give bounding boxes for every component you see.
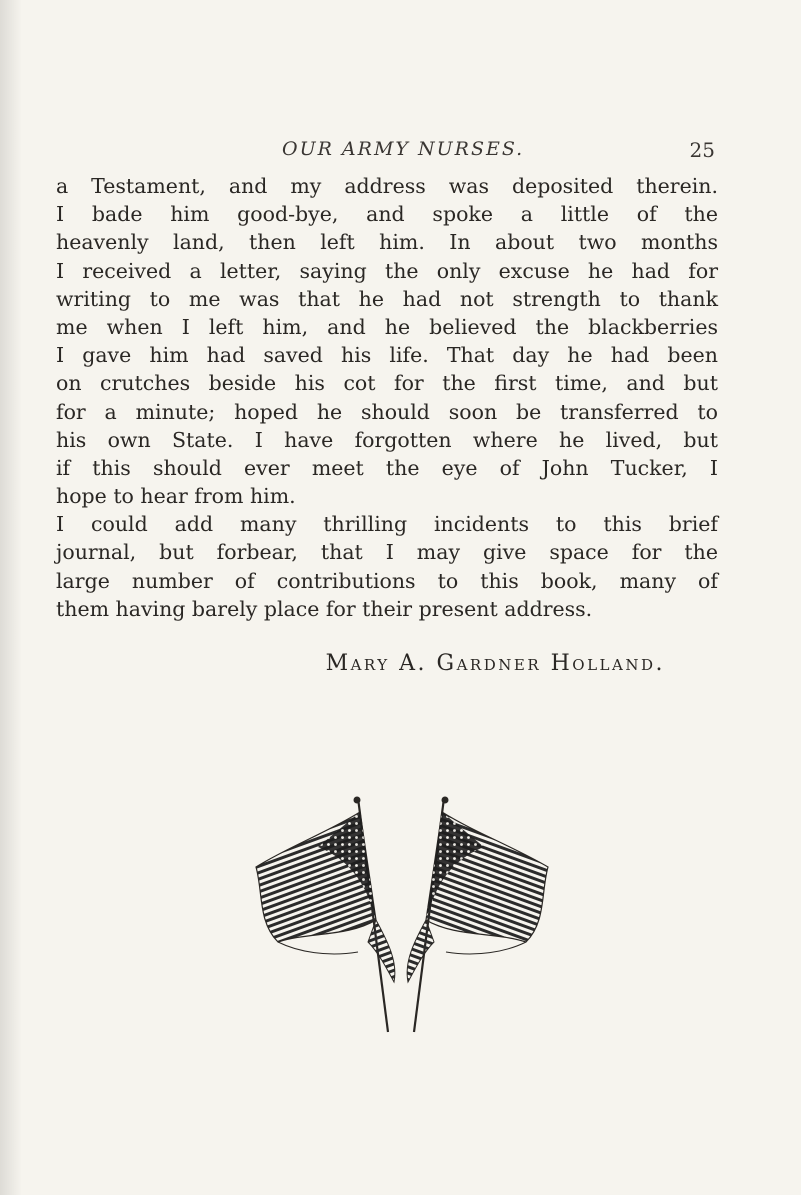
text-line: I received a letter, saying the only excuse he had for	[56, 258, 718, 283]
text-line: his own State. I have forgotten where he lived, but	[56, 427, 718, 452]
text-line: I gave him had saved his life. That day he had been	[56, 343, 718, 368]
text-line: heavenly land, then left him. In about two months	[56, 230, 718, 255]
text-line: writing to me was that he had not strength to thank	[56, 286, 718, 311]
text-line: for a minute; hoped he should soon be transferred to	[56, 399, 718, 424]
text-line: if this should ever meet the eye of John Tucker, I	[56, 455, 718, 480]
text-line: journal, but forbear, that I may give space for the	[56, 540, 718, 565]
text-line: me when I left him, and he believed the blackberries	[56, 314, 718, 339]
author-signature: Mary A. Gardner Holland.	[325, 651, 665, 676]
text-line: I could add many thrilling incidents to this brief	[56, 512, 718, 537]
text-line: them having barely place for their present address.	[56, 596, 593, 621]
text-line: on crutches beside his cot for the first time, and but	[56, 371, 718, 396]
page-number: 25	[689, 138, 715, 162]
text-line: a Testament, and my address was deposited therein.	[56, 174, 718, 198]
text-line: I bade him good-bye, and spoke a little of the	[56, 202, 718, 227]
running-title: OUR ARMY NURSES.	[282, 138, 525, 160]
crossed-american-flags-icon	[248, 792, 558, 1042]
running-head	[0, 138, 801, 168]
text-line: large number of contributions to this book, many of	[56, 568, 718, 593]
text-line: hope to hear from him.	[56, 484, 296, 509]
body-text	[56, 172, 718, 623]
gutter-shadow	[0, 0, 22, 1195]
